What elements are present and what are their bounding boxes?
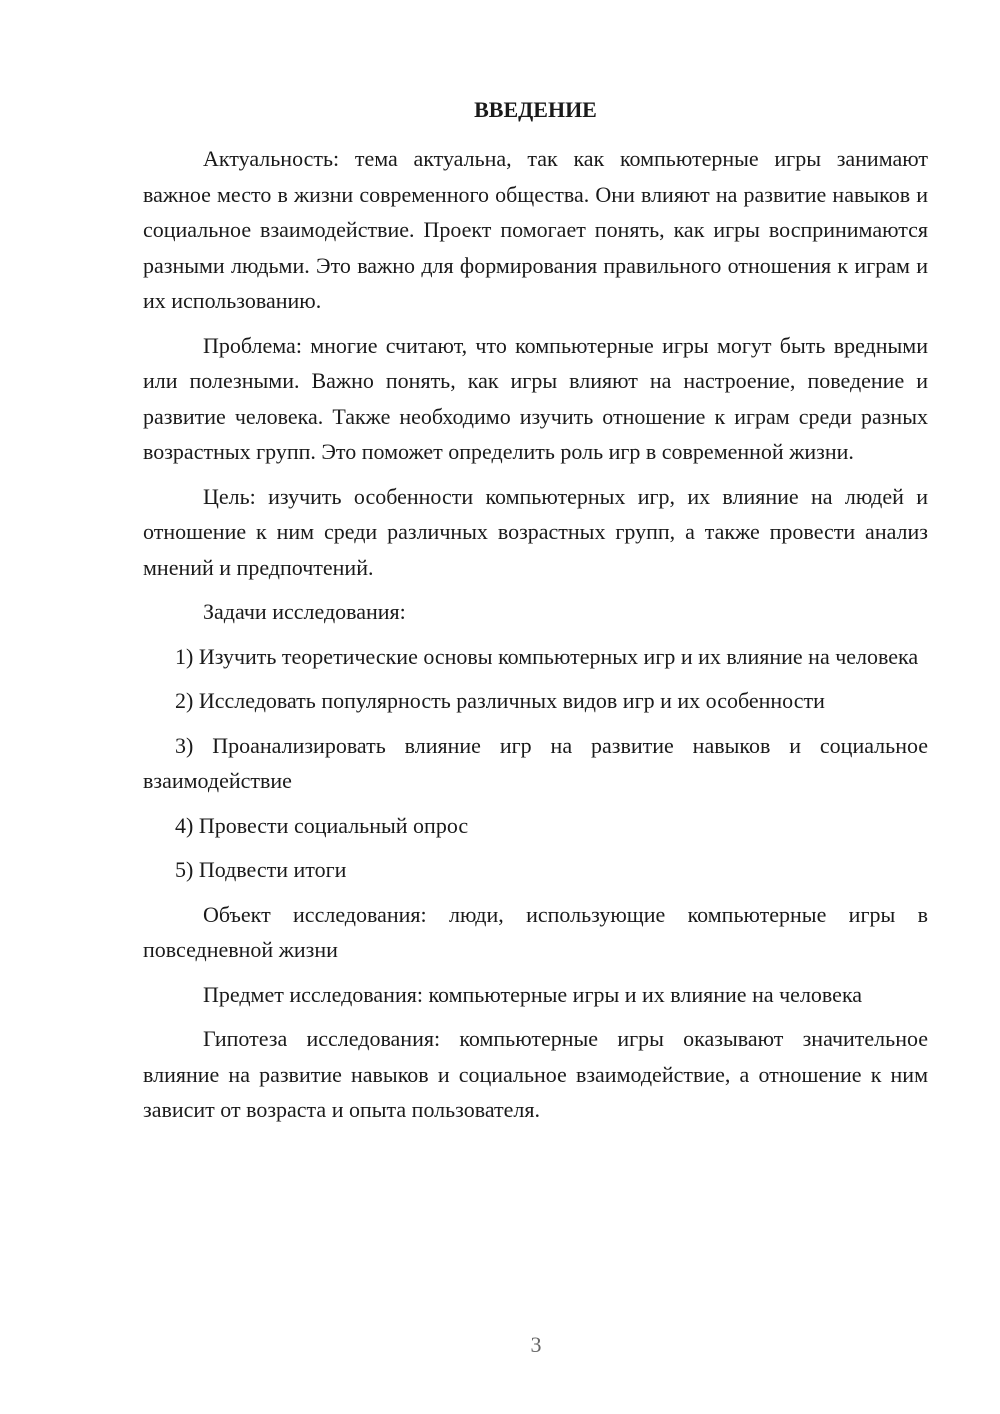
paragraph-subject: Предмет исследования: компьютерные игры и их влияние на человека	[203, 981, 863, 1007]
paragraph-hypothesis: Гипотеза исследования: компьютерные игры оказывают значительное влияние на развитие навыков и социальное взаимодействие, а отношение к ним зависит от возраста и опыта пользователя.	[143, 1026, 928, 1122]
task-item-1: 1) Изучить теоретические основы компьютерных игр и их влияние на человека	[175, 643, 919, 669]
paragraph-goal: Цель: изучить особенности компьютерных игр, их влияние на людей и отношение к ним среди различных возрастных групп, а также провести анализ мнений и предпочтений.	[143, 483, 928, 580]
paragraph-problem: Проблема: многие считают, что компьютерные игры могут быть вредными или полезными. Важно понять, как игры влияют на настроение, поведение и развитие человека. Также необходимо изучить отношение к играм среди разных возрастных групп. Это поможет определить роль игр в современной жизни.	[143, 332, 928, 464]
page-number: 3	[530, 1332, 542, 1357]
task-item-2: 2) Исследовать популярность различных видов игр и их особенности	[175, 688, 825, 713]
task-item-4: 4) Провести социальный опрос	[175, 812, 469, 838]
task-item-5: 5) Подвести итоги	[175, 857, 347, 882]
paragraph-tasks-heading: Задачи исследования:	[203, 599, 406, 624]
paragraph-relevance: Актуальность: тема актуальна, так как компьютерные игры занимают важное место в жизни современного общества. Они влияют на развитие навыков и социальное взаимодействие. Проект помогает понять, как игры воспринимаются разными людьми. Это важно для формирования правильного отношения к играм и их использованию.	[143, 146, 928, 313]
paragraph-object: Объект исследования: люди, использующие компьютерные игры в повседневной жизни	[143, 901, 928, 962]
task-item-3: 3) Проанализировать влияние игр на развитие навыков и социальное взаимодействие	[143, 732, 928, 793]
document-page	[143, 92, 928, 1137]
document-title: ВВЕДЕНИЕ	[474, 97, 597, 122]
